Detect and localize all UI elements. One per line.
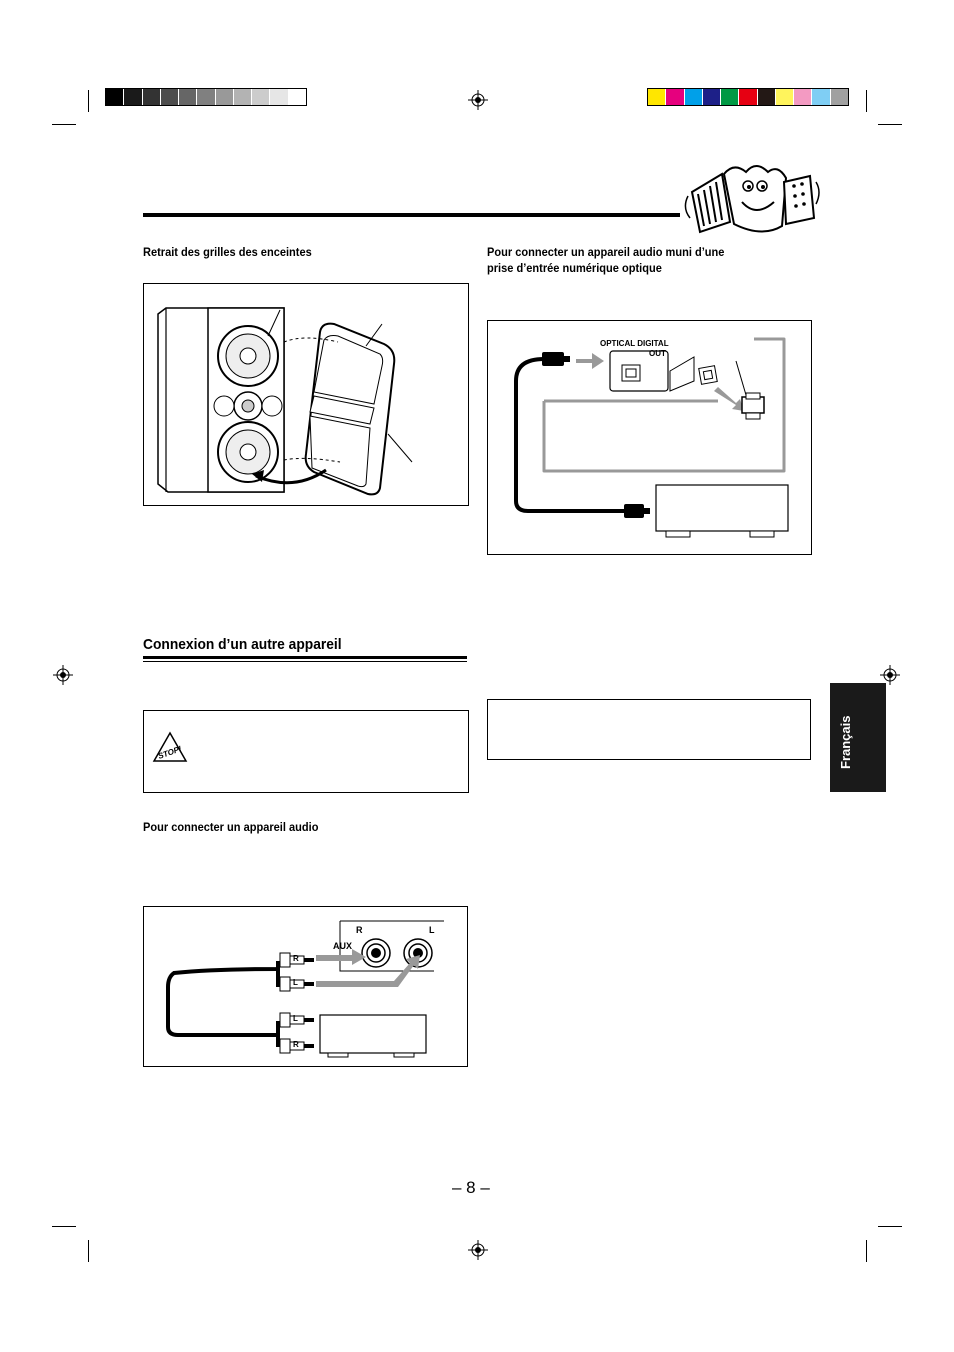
crop-mark [866,90,867,112]
registration-target-icon [468,90,488,110]
aux-diagram [143,906,468,1067]
registration-target-icon [468,1240,488,1260]
color-swatch [721,89,739,105]
plug-r-top: R [293,954,299,963]
color-swatch [106,89,124,105]
note-box [487,699,811,760]
color-swatch [197,89,215,105]
connexion-rule [143,656,467,659]
color-swatch [831,89,848,105]
page-number: – 8 – [452,1178,490,1197]
aux-connection-illustration [144,907,467,1066]
crop-mark [878,124,902,125]
crop-mark [878,1226,902,1227]
color-swatch [776,89,794,105]
crop-mark [52,124,76,125]
stop-icon [152,731,188,767]
optical-label-line2: OUT [649,349,666,358]
color-swatch [666,89,684,105]
connexion-title: Connexion d’un autre appareil [143,636,342,653]
grille-heading: Retrait des grilles des enceintes [143,245,312,259]
top-rule [143,213,680,217]
color-swatch [289,89,306,105]
aux-label: AUX [333,941,353,951]
optical-heading [487,244,800,276]
color-swatch [270,89,288,105]
crop-mark [88,1240,89,1262]
color-swatch [161,89,179,105]
color-swatch [124,89,142,105]
color-swatch [739,89,757,105]
color-swatch [143,89,161,105]
color-swatch [685,89,703,105]
accordion-mascot-icon [682,152,826,238]
language-tab [830,683,886,792]
optical-heading-line2: prise d’entrée numérique optique [487,261,662,275]
color-swatch [794,89,812,105]
plug-l-top: L [293,978,298,987]
grayscale-bar [105,88,307,106]
registration-target-icon [53,665,73,685]
speaker-grille-illustration [144,284,468,505]
registration-target-icon [880,665,900,685]
color-swatch [234,89,252,105]
color-swatch [758,89,776,105]
speaker-diagram [143,283,469,506]
plug-r-bottom: R [293,1040,299,1049]
plug-l-bottom: L [293,1014,298,1023]
warning-box [143,710,469,793]
crop-mark [866,1240,867,1262]
optical-label-line1: OPTICAL DIGITAL [600,339,669,348]
language-tab-label: Français [838,715,853,769]
crop-mark [88,90,89,112]
optical-diagram [487,320,812,555]
aux-r-label: R [356,925,363,935]
color-swatch [703,89,721,105]
crop-mark [52,1226,76,1227]
connexion-rule-thin [143,661,467,662]
optical-heading-line1: Pour connecter un appareil audio muni d’une [487,245,725,259]
svg-text:STOP!: STOP! [156,744,183,761]
color-swatch [252,89,270,105]
aux-l-label: L [429,925,435,935]
color-swatch [216,89,234,105]
color-swatch [179,89,197,105]
color-bar [647,88,849,106]
color-swatch [648,89,666,105]
color-swatch [812,89,830,105]
audio-heading: Pour connecter un appareil audio [143,820,319,834]
